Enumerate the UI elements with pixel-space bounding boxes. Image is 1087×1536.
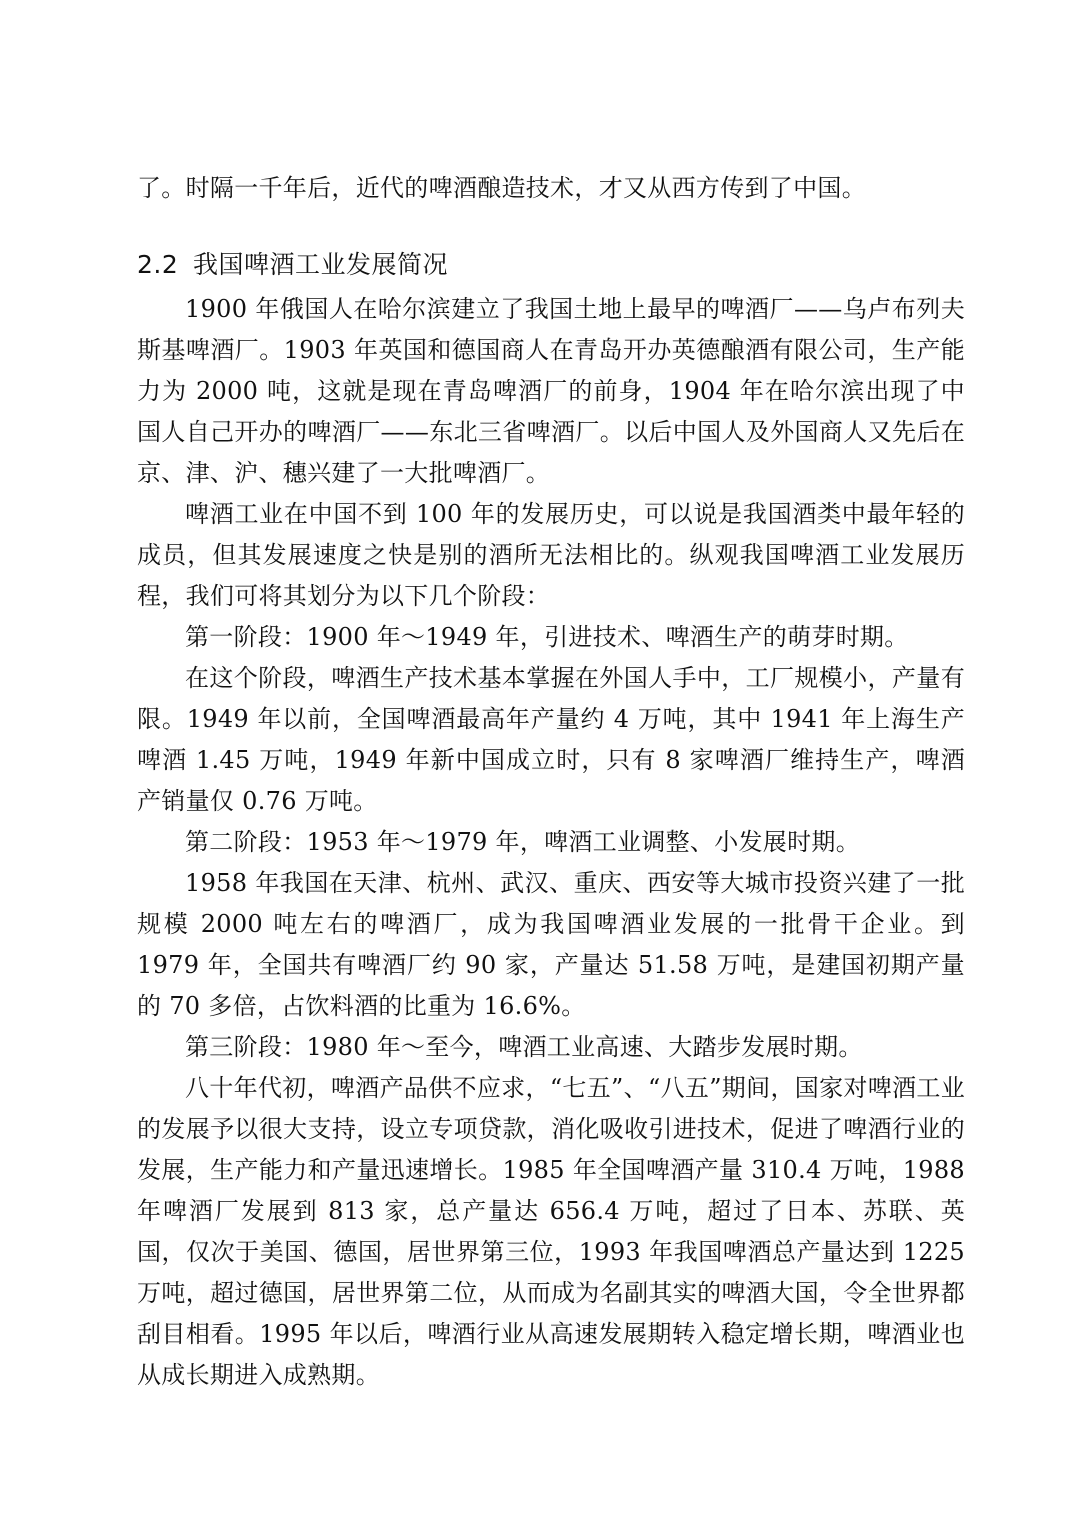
page-content	[137, 168, 965, 1396]
section-number: 2.2	[137, 250, 179, 279]
paragraph-stage-three-heading: 第三阶段：1980 年～至今，啤酒工业高速、大踏步发展时期。	[185, 1033, 863, 1061]
paragraph-stage-three-detail: 八十年代初，啤酒产品供不应求，“七五”、“八五”期间，国家对啤酒工业的发展予以很大支持，设立专项贷款，消化吸收引进技术，促进了啤酒行业的发展，生产能力和产量迅速增长。1985 年全国啤酒产量 310.4 万吨，1988 年啤酒厂发展到 813 家，总产量达 656.4 万吨，超过了日本、苏联、英国，仅次于美国、德国，居世界第三位，1993 年我国啤酒总产量达到 1225 万吨，超过德国，居世界第二位，从而成为名副其实的啤酒大国，令全世界都刮目相看。1995 年以后，啤酒行业从高速发展期转入稳定增长期，啤酒业也从成长期进入成熟期。	[137, 1074, 965, 1389]
continuation-paragraph: 了。时隔一千年后，近代的啤酒酿造技术，才又从西方传到了中国。	[137, 174, 866, 202]
paragraph-stage-two-detail: 1958 年我国在天津、杭州、武汉、重庆、西安等大城市投资兴建了一批规模 2000 吨左右的啤酒厂，成为我国啤酒业发展的一批骨干企业。到 1979 年，全国共有啤酒厂约 90 家，产量达 51.58 万吨，是建国初期产量的 70 多倍，占饮料酒的比重为 16.6%。	[137, 869, 965, 1020]
section-title: 我国啤酒工业发展简况	[193, 250, 449, 279]
paragraph-stage-one-detail: 在这个阶段，啤酒生产技术基本掌握在外国人手中，工厂规模小，产量有限。1949 年以前，全国啤酒最高年产量约 4 万吨，其中 1941 年上海生产啤酒 1.45 万吨，1949 年新中国成立时，只有 8 家啤酒厂维持生产，啤酒产销量仅 0.76 万吨。	[137, 664, 965, 815]
paragraph-early-breweries: 1900 年俄国人在哈尔滨建立了我国土地上最早的啤酒厂——乌卢布列夫斯基啤酒厂。1903 年英国和德国商人在青岛开办英德酿酒有限公司，生产能力为 2000 吨，这就是现在青岛啤酒厂的前身，1904 年在哈尔滨出现了中国人自己开办的啤酒厂——东北三省啤酒厂。以后中国人及外国商人又先后在京、津、沪、穗兴建了一大批啤酒厂。	[137, 295, 965, 487]
paragraph-stage-one-heading: 第一阶段：1900 年～1949 年，引进技术、啤酒生产的萌芽时期。	[185, 623, 909, 651]
section-heading	[137, 243, 965, 287]
paragraph-industry-overview: 啤酒工业在中国不到 100 年的发展历史，可以说是我国酒类中最年轻的成员，但其发展速度之快是别的酒所无法相比的。纵观我国啤酒工业发展历程，我们可将其划分为以下几个阶段：	[137, 500, 965, 610]
paragraph-stage-two-heading: 第二阶段：1953 年～1979 年，啤酒工业调整、小发展时期。	[185, 828, 861, 856]
